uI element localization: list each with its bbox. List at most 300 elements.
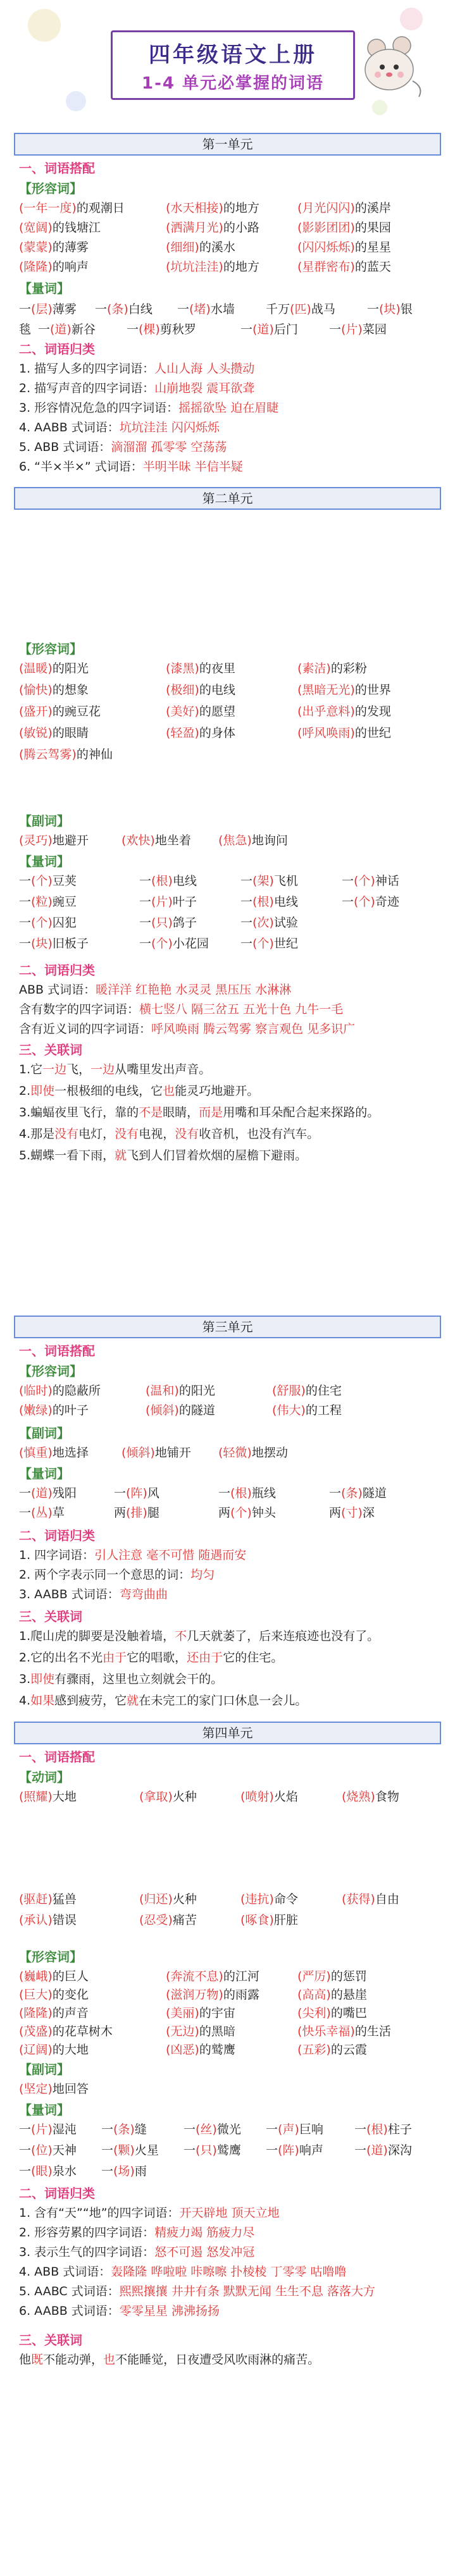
- u2-label-fu: 【副词】: [19, 813, 70, 829]
- u3-xing-noun: 的叶子: [52, 1403, 89, 1417]
- u2-guilei-line-words: 暖洋洋 红艳艳 水灵灵 黑压压 水淋淋: [96, 983, 292, 997]
- u2-guanlian-line-text: 电视，: [139, 1127, 175, 1141]
- u4-section-guilei: 二、词语归类: [19, 2186, 95, 2201]
- u2-xing-item: [166, 681, 235, 698]
- u2-xing-noun: 的阳光: [52, 662, 89, 675]
- u4-dong-item: (啄食)肝脏: [240, 1913, 298, 1927]
- u1-guilei-line-words: 人山人海 人头攒动: [154, 362, 255, 376]
- u2-xing-adj: (腾云驾雾): [19, 748, 77, 761]
- u2-guanlian-line: [19, 1082, 442, 1099]
- u3-guanlian-line-text: 1.爬山虎的脚要是没触着墙，: [19, 1629, 175, 1643]
- u1-xing-noun: 的溪岸: [354, 201, 391, 215]
- u1-xing-item: [297, 238, 391, 255]
- u2-xing-adj: (盛开): [19, 705, 53, 718]
- u3-xing-item: [272, 1381, 342, 1398]
- u2-guanlian-line-connective: 一边: [42, 1063, 67, 1076]
- u3-xing-noun: 的住宅: [305, 1384, 342, 1398]
- u1-liang-item: 一(棵)剪秋罗: [127, 323, 196, 336]
- u4-guilei-line: [19, 2203, 442, 2221]
- u2-guanlian-line-text: 从嘴里发出声音。: [115, 1063, 211, 1076]
- u4-guilei-line: [19, 2302, 442, 2319]
- u4-xing-noun: 的变化: [52, 1988, 89, 2002]
- u1-xing-noun: 的星星: [354, 240, 391, 254]
- u1-xing-adj: (一年一度): [19, 201, 77, 215]
- u2-guanlian-line-connective: 就: [115, 1149, 127, 1162]
- u2-xing-item: [19, 724, 89, 741]
- u2-xing-noun: 的世界: [354, 683, 391, 697]
- u4-guilei-line-label: 3. 表示生气的四字词语：: [19, 2245, 155, 2259]
- u3-guanlian-line-text: 它的住宅。: [223, 1651, 284, 1665]
- u3-label-fu: 【副词】: [19, 1426, 70, 1441]
- u1-guilei-line-label: 2. 描写声音的四字词语：: [19, 381, 155, 395]
- u4-guanlian-line-text: 不能动弹，: [43, 2353, 104, 2367]
- u1-xing-noun: 的蓝天: [354, 260, 391, 274]
- u2-label-liang: 【量词】: [19, 854, 70, 869]
- u4-liang-item: 一(只)鹫鹰: [184, 2143, 241, 2157]
- u4-guanlian-line-connective: 也: [103, 2353, 116, 2367]
- u1-xing-item: [19, 218, 101, 235]
- u3-xing-adj: (舒服): [272, 1384, 306, 1398]
- u2-guanlian-line-text: 电灯，: [78, 1127, 115, 1141]
- u4-dong-item: (照耀)大地: [19, 1790, 77, 1804]
- u1-liang-item: 一(层)薄雾: [19, 302, 77, 316]
- u4-xing-noun: 的鹫鹰: [199, 2043, 235, 2057]
- u1-liang-item: 千万(匹)战马: [266, 302, 335, 316]
- u2-xing-adj: (极细): [166, 683, 199, 697]
- u4-dong-item: (违抗)命令: [240, 1892, 298, 1906]
- u2-xing-item: [297, 659, 367, 676]
- u4-xing-item: [19, 1967, 89, 1984]
- u1-xing-noun: 的地方: [223, 260, 259, 274]
- u4-guilei-line-label: 4. ABB 式词语：: [19, 2265, 111, 2279]
- u3-xing-item: [146, 1381, 215, 1398]
- u3-section-guilei: 二、词语归类: [19, 1528, 95, 1543]
- u4-guilei-line: [19, 2262, 442, 2279]
- u2-guilei-line-words: 横七竖八 隔三岔五 五光十色 九牛一毛: [139, 1002, 344, 1016]
- u2-guanlian-line-text: 1.它: [19, 1063, 43, 1076]
- u4-xing-noun: 的巨人: [52, 1969, 89, 1983]
- u4-liang-item: 一(根)柱子: [354, 2123, 412, 2136]
- u3-guilei-line-words: 弯弯曲曲: [119, 1587, 168, 1601]
- u4-xing-adj: (尖利): [297, 2006, 331, 2020]
- u3-guanlian-line-text: 4.: [19, 1694, 31, 1708]
- u3-fu-item: (轻微)地摆动: [218, 1446, 288, 1460]
- u2-liang-item: 一(只)鸽子: [139, 916, 197, 930]
- u4-xing-item: [297, 2004, 367, 2021]
- u1-guilei-line: [19, 418, 442, 435]
- u1-liang-item: 一(片)菜园: [329, 323, 387, 336]
- u4-guilei-line: [19, 2282, 442, 2299]
- u4-xing-item: [297, 1967, 367, 1984]
- u2-xing-adj: (敏锐): [19, 726, 53, 740]
- u3-guilei-line-label: 2. 两个字表示同一个意思的词：: [19, 1568, 191, 1582]
- u4-xing-item: [19, 2040, 89, 2057]
- u1-guilei-line: [19, 438, 442, 455]
- u4-xing-noun: 的惩罚: [330, 1969, 367, 1983]
- u2-xing-noun: 的发现: [354, 705, 391, 718]
- u1-xing-noun: 的地方: [223, 201, 259, 215]
- u4-guilei-line-label: 6. AABB 式词语：: [19, 2304, 120, 2318]
- u1-xing-noun: 的小路: [223, 221, 259, 235]
- u1-guilei-line-words: 山崩地裂 震耳欲聋: [154, 381, 255, 395]
- u3-liang-item: 两(个)钟头: [218, 1506, 276, 1520]
- u4-xing-adj: (无边): [166, 2024, 199, 2038]
- u4-dong-item: (承认)错误: [19, 1913, 77, 1927]
- u4-xing-adj: (辽阔): [19, 2043, 53, 2057]
- u4-guilei-line-label: 1. 含有“天”“地”的四字词语：: [19, 2206, 180, 2220]
- u4-xing-item: [297, 2022, 391, 2039]
- u1-liang-row2-prefix: 毯: [19, 323, 32, 336]
- u2-liang-item: 一(个)奇迹: [342, 895, 399, 909]
- u4-liang-item: 一(位)天神: [19, 2143, 77, 2157]
- u4-xing-item: [166, 1967, 259, 1984]
- u2-xing-noun: 的想象: [52, 683, 89, 697]
- u3-fu-item: (慎重)地选择: [19, 1446, 89, 1460]
- u3-guanlian-line-connective: 如果: [30, 1694, 55, 1708]
- u4-label-xing: 【形容词】: [19, 1949, 82, 1964]
- mice-icon: [354, 30, 430, 100]
- u2-guanlian-line-connective: 没有: [54, 1127, 79, 1141]
- u2-section-guilei: 二、词语归类: [19, 963, 95, 978]
- u3-guilei-line-label: 3. AABB 式词语：: [19, 1587, 120, 1601]
- u3-section-dapei: 一、词语搭配: [19, 1343, 95, 1359]
- u3-guanlian-line-text: 在未完工的家门口休息一会儿。: [139, 1694, 308, 1708]
- u4-dong-item: (忍受)痛苦: [139, 1913, 197, 1927]
- u2-guanlian-line-text: 收音机，也没有汽车。: [199, 1127, 320, 1141]
- u4-guilei-line-words: 轰隆隆 哗啦啦 咔嚓嚓 扑棱棱 丁零零 咕噜噜: [111, 2265, 347, 2279]
- u1-xing-noun: 的薄雾: [52, 240, 89, 254]
- u2-xing-adj: (黑暗无光): [297, 683, 355, 697]
- u4-xing-item: [166, 1985, 259, 2002]
- unit-2-title: 第二单元: [14, 487, 441, 510]
- u1-liang-item: 一(块)银: [367, 302, 413, 316]
- u4-xing-adj: (美丽): [166, 2006, 199, 2020]
- u2-guilei-line-words: 呼风唤雨 腾云驾雾 察言观色 见多识广: [151, 1022, 356, 1036]
- u3-guanlian-line-connective: 即使: [30, 1672, 55, 1686]
- u2-liang-item: 一(架)飞机: [240, 874, 298, 888]
- u4-section-dapei: 一、词语搭配: [19, 1749, 95, 1765]
- u4-xing-noun: 的声音: [52, 2006, 89, 2020]
- u3-xing-adj: (临时): [19, 1384, 53, 1398]
- u3-guilei-line-words: 均匀: [190, 1568, 215, 1582]
- u3-guanlian-line-text: 感到疲劳，它: [54, 1694, 127, 1708]
- u3-label-xing: 【形容词】: [19, 1364, 82, 1379]
- u2-liang-item: 一(片)叶子: [139, 895, 197, 909]
- u3-guanlian-line: [19, 1648, 442, 1665]
- u4-guilei-line-words: 零零星星 沸沸扬扬: [119, 2304, 220, 2318]
- u4-label-liang: 【量词】: [19, 2102, 70, 2117]
- u4-xing-item: [19, 2022, 113, 2039]
- u2-xing-noun: 的夜里: [199, 662, 235, 675]
- u1-section-guilei: 二、词语归类: [19, 342, 95, 357]
- u4-guilei-line-words: 熙熙攘攘 井井有条 默默无闻 生生不息 落落大方: [119, 2284, 375, 2298]
- u2-guanlian-line-connective: 没有: [175, 1127, 199, 1141]
- u1-guilei-line-label: 5. ABB 式词语：: [19, 440, 111, 454]
- u4-guilei-line-label: 2. 形容劳累的四字词语：: [19, 2226, 155, 2240]
- header-banner: [0, 0, 455, 120]
- u3-guilei-line: [19, 1546, 442, 1563]
- u1-xing-item: [297, 257, 391, 274]
- u2-xing-adj: (漆黑): [166, 662, 199, 675]
- u1-xing-adj: (细细): [166, 240, 199, 254]
- u1-xing-item: [166, 218, 259, 235]
- page-title: 四年级语文上册: [149, 42, 317, 68]
- u2-guanlian-line: [19, 1060, 442, 1077]
- u4-xing-adj: (五彩): [297, 2043, 331, 2057]
- u4-xing-item: [19, 1985, 89, 2002]
- u1-xing-adj: (水天相接): [166, 201, 223, 215]
- u3-guanlian-line-text: 它的唱歌，: [127, 1651, 187, 1665]
- u2-guanlian-line: [19, 1146, 442, 1163]
- u2-guilei-line: [19, 1020, 442, 1037]
- u3-xing-noun: 的隐蔽所: [52, 1384, 101, 1398]
- u1-xing-adj: (宽阔): [19, 221, 53, 235]
- u4-xing-noun: 的云霞: [330, 2043, 367, 2057]
- u1-guilei-line-label: 6. “半×半×” 式词语：: [19, 460, 143, 474]
- u4-liang-item: 一(丝)微光: [184, 2123, 241, 2136]
- u4-section-guanlian: 三、关联词: [19, 2333, 82, 2348]
- u4-dong-item: (烧熟)食物: [342, 1790, 399, 1804]
- u3-xing-adj: (倾斜): [146, 1403, 179, 1417]
- u2-xing-item: [166, 659, 235, 676]
- u4-fu-item: (坚定)地回答: [19, 2082, 89, 2096]
- u2-guanlian-line-text: 2.: [19, 1084, 31, 1098]
- u4-xing-item: [166, 2004, 235, 2021]
- u4-liang-item: 一(道)深沟: [354, 2143, 412, 2157]
- u4-dong-item: (喷射)火焰: [240, 1790, 298, 1804]
- u4-liang-item: 一(眼)泉水: [19, 2164, 77, 2178]
- u2-xing-item: [166, 702, 235, 719]
- u1-xing-noun: 的响声: [52, 260, 89, 274]
- u3-liang-item: 一(丛)草: [19, 1506, 65, 1520]
- u2-xing-adj: (呼风唤雨): [297, 726, 355, 740]
- u3-liang-item: 一(根)瓶线: [218, 1486, 276, 1500]
- u2-guanlian-line-text: 眼睛，: [163, 1106, 199, 1119]
- u1-xing-item: [297, 218, 391, 235]
- u2-liang-item: 一(次)试验: [240, 916, 298, 930]
- u3-xing-adj: (嫩绿): [19, 1403, 53, 1417]
- u3-xing-noun: 的隧道: [178, 1403, 215, 1417]
- u4-dong-item: (驱赶)猛兽: [19, 1892, 77, 1906]
- u2-guanlian-line-connective: 一边: [90, 1063, 115, 1076]
- u3-xing-item: [146, 1401, 215, 1418]
- u1-xing-item: [297, 199, 391, 216]
- u2-guanlian-line-connective: 不是: [139, 1106, 163, 1119]
- u3-xing-noun: 的工程: [305, 1403, 342, 1417]
- u2-guanlian-line-text: 5.蝴蝶一看下雨，: [19, 1149, 115, 1162]
- u2-xing-item: [19, 681, 89, 698]
- u4-xing-noun: 的悬崖: [330, 1988, 367, 2002]
- u4-xing-item: [166, 2022, 235, 2039]
- u4-xing-noun: 的江河: [223, 1969, 259, 1983]
- u2-liang-item: 一(根)电线: [240, 895, 298, 909]
- u2-fu-item: (灵巧)地避开: [19, 834, 89, 847]
- u4-liang-item: 一(声)巨响: [266, 2123, 323, 2136]
- u2-xing-adj: (愉快): [19, 683, 53, 697]
- u1-liang-item: 一(堵)水墙: [177, 302, 235, 316]
- u2-guilei-line-label: 含有数字的四字词语：: [19, 1002, 140, 1016]
- u1-xing-item: [166, 257, 259, 274]
- u2-xing-item: [19, 745, 113, 762]
- page-subtitle: 1-4 单元必掌握的词语: [141, 74, 325, 93]
- u2-xing-adj: (素洁): [297, 662, 331, 675]
- u3-guanlian-line-text: 2.它的出名不光: [19, 1651, 103, 1665]
- u2-guilei-line-label: 含有近义词的四字词语：: [19, 1022, 152, 1036]
- u1-section-dapei: 一、词语搭配: [19, 161, 95, 176]
- u1-guilei-line-words: 半明半昧 半信半疑: [142, 460, 243, 474]
- u4-xing-noun: 的花草树木: [52, 2024, 113, 2038]
- u4-guilei-line: [19, 2243, 442, 2260]
- u3-guanlian-line-connective: 不: [175, 1629, 187, 1643]
- u3-liang-item: 一(道)残阳: [19, 1486, 77, 1500]
- u3-guanlian-line-text: 几天就萎了，后来连痕迹也没有了。: [187, 1629, 380, 1643]
- u1-liang-item: 一(条)白线: [95, 302, 153, 316]
- u2-guanlian-line-connective: 即使: [30, 1084, 55, 1098]
- u2-guanlian-line-text: 3.蝙蝠夜里飞行，靠的: [19, 1106, 139, 1119]
- u4-xing-noun: 的大地: [52, 2043, 89, 2057]
- u4-guanlian-line: [19, 2350, 442, 2367]
- u4-liang-item: 一(片)湿沌: [19, 2123, 77, 2136]
- u1-xing-item: [19, 257, 89, 274]
- u2-xing-noun: 的神仙: [76, 748, 113, 761]
- u4-xing-noun: 的生活: [354, 2024, 391, 2038]
- u4-xing-noun: 的黑暗: [199, 2024, 235, 2038]
- u2-guilei-line: [19, 980, 442, 997]
- u4-guilei-line-label: 5. AABC 式词语：: [19, 2284, 120, 2298]
- u2-xing-adj: (出乎意料): [297, 705, 355, 718]
- title-box: [111, 30, 355, 100]
- u2-guanlian-line-text: 4.那是: [19, 1127, 55, 1141]
- u1-liang-item: 一(道)新谷: [38, 323, 96, 336]
- u3-xing-item: [19, 1401, 89, 1418]
- u1-xing-adj: (闪闪烁烁): [297, 240, 355, 254]
- u4-xing-adj: (高高): [297, 1988, 331, 2002]
- u2-xing-item: [166, 724, 235, 741]
- u4-xing-adj: (巍峨): [19, 1969, 53, 1983]
- u3-xing-item: [19, 1381, 101, 1398]
- u2-guilei-line: [19, 1000, 442, 1017]
- u3-section-guanlian: 三、关联词: [19, 1609, 82, 1624]
- u4-xing-noun: 的雨露: [223, 1988, 259, 2002]
- u4-xing-adj: (凶恶): [166, 2043, 199, 2057]
- u3-guanlian-line: [19, 1670, 442, 1687]
- u1-xing-noun: 的果园: [354, 221, 391, 235]
- u2-xing-noun: 的豌豆花: [52, 705, 101, 718]
- u3-guanlian-line-connective: 还由于: [187, 1651, 223, 1665]
- u2-guanlian-line-connective: 没有: [115, 1127, 139, 1141]
- u1-guilei-line-words: 坑坑洼洼 闪闪烁烁: [119, 421, 220, 434]
- u3-guilei-line-words: 引人注意 毫不可惜 随遇而安: [94, 1548, 247, 1562]
- u1-guilei-line-label: 4. AABB 式词语：: [19, 421, 120, 434]
- u1-xing-adj: (坑坑洼洼): [166, 260, 223, 274]
- u1-guilei-line-label: 1. 描写人多的四字词语：: [19, 362, 155, 376]
- u3-guilei-line-label: 1. 四字词语：: [19, 1548, 95, 1562]
- u4-guilei-line-words: 精疲力竭 筋疲力尽: [154, 2226, 255, 2240]
- u1-guilei-line: [19, 379, 442, 396]
- u2-liang-item: 一(个)小花园: [139, 937, 209, 951]
- u1-xing-adj: (影影团团): [297, 221, 355, 235]
- u1-xing-adj: (隆隆): [19, 260, 53, 274]
- u1-guilei-line-words: 滴溜溜 孤零零 空荡荡: [111, 440, 227, 454]
- u1-xing-adj: (洒满月光): [166, 221, 223, 235]
- u4-label-fu: 【副词】: [19, 2062, 70, 2077]
- u3-guanlian-line-text: 有骤雨，这里也立刻就会干的。: [54, 1672, 223, 1686]
- u2-xing-noun: 的眼睛: [52, 726, 89, 740]
- u2-guilei-line-label: ABB 式词语：: [19, 983, 96, 997]
- u1-xing-adj: (星群密布): [297, 260, 355, 274]
- u2-xing-item: [297, 724, 391, 741]
- u1-guilei-line: [19, 359, 442, 376]
- unit-4-title: 第四单元: [14, 1722, 441, 1744]
- u2-guanlian-line-text: 一根极细的电线，它: [54, 1084, 163, 1098]
- u4-guilei-line-words: 开天辟地 顶天立地: [179, 2206, 280, 2220]
- u4-liang-item: 一(颗)火星: [101, 2143, 159, 2157]
- u1-xing-noun: 的观潮日: [76, 201, 125, 215]
- u2-xing-noun: 的彩粉: [330, 662, 367, 675]
- u4-xing-item: [19, 2004, 89, 2021]
- u4-xing-adj: (滋润万物): [166, 1988, 223, 2002]
- u4-xing-item: [297, 1985, 367, 2002]
- u1-guilei-line-label: 3. 形容情况危急的四字词语：: [19, 401, 179, 415]
- u4-xing-noun: 的嘴巴: [330, 2006, 367, 2020]
- u2-liang-item: 一(个)豆荚: [19, 874, 77, 888]
- u4-liang-item: 一(场)雨: [101, 2164, 147, 2178]
- u1-xing-item: [19, 238, 89, 255]
- u1-guilei-line: [19, 457, 442, 474]
- u2-xing-item: [297, 702, 391, 719]
- u3-guilei-line: [19, 1565, 442, 1582]
- u2-xing-adj: (温暖): [19, 662, 53, 675]
- u2-fu-item: (焦急)地询问: [218, 834, 288, 847]
- u4-xing-adj: (茂盛): [19, 2024, 53, 2038]
- u1-xing-adj: (蒙蒙): [19, 240, 53, 254]
- u4-label-dong: 【动词】: [19, 1770, 70, 1785]
- u2-guanlian-line-connective: 也: [163, 1084, 175, 1098]
- u2-xing-item: [19, 702, 101, 719]
- u2-guanlian-line-text: 能灵巧地避开。: [175, 1084, 259, 1098]
- u1-label-liang: 【量词】: [19, 281, 70, 296]
- u2-xing-noun: 的身体: [199, 726, 235, 740]
- u2-liang-item: 一(个)神话: [342, 874, 399, 888]
- u4-dong-item: (获得)自由: [342, 1892, 399, 1906]
- u2-liang-item: 一(个)世纪: [240, 937, 298, 951]
- u3-xing-adj: (伟大): [272, 1403, 306, 1417]
- u2-liang-item: 一(块)旧板子: [19, 937, 89, 951]
- u4-guanlian-line-text: 不能睡觉，日夜遭受风吹雨淋的痛苦。: [115, 2353, 320, 2367]
- u2-xing-adj: (美好): [166, 705, 199, 718]
- u1-xing-adj: (月光闪闪): [297, 201, 355, 215]
- u4-xing-adj: (巨大): [19, 1988, 53, 2002]
- u2-xing-noun: 的电线: [199, 683, 235, 697]
- u2-section-guanlian: 三、关联词: [19, 1042, 82, 1057]
- u2-guanlian-line: [19, 1125, 442, 1142]
- u3-liang-item: 两(寸)深: [329, 1506, 375, 1520]
- u2-xing-noun: 的愿望: [199, 705, 235, 718]
- unit-3-title: 第三单元: [14, 1316, 441, 1338]
- u1-label-xing: 【形容词】: [19, 181, 82, 196]
- u4-guilei-line-words: 怒不可遏 怒发冲冠: [154, 2245, 255, 2259]
- u2-label-xing: 【形容词】: [19, 641, 82, 656]
- u3-liang-item: 一(条)隧道: [329, 1486, 387, 1500]
- u3-guanlian-line: [19, 1627, 442, 1644]
- u3-liang-item: 一(阵)风: [114, 1486, 159, 1500]
- u3-xing-item: [272, 1401, 342, 1418]
- u4-xing-adj: (快乐幸福): [297, 2024, 355, 2038]
- u1-xing-item: [166, 199, 259, 216]
- u1-liang-item: 一(道)后门: [240, 323, 298, 336]
- u3-guanlian-line-connective: 由于: [103, 1651, 127, 1665]
- u1-xing-noun: 的钱塘江: [52, 221, 101, 235]
